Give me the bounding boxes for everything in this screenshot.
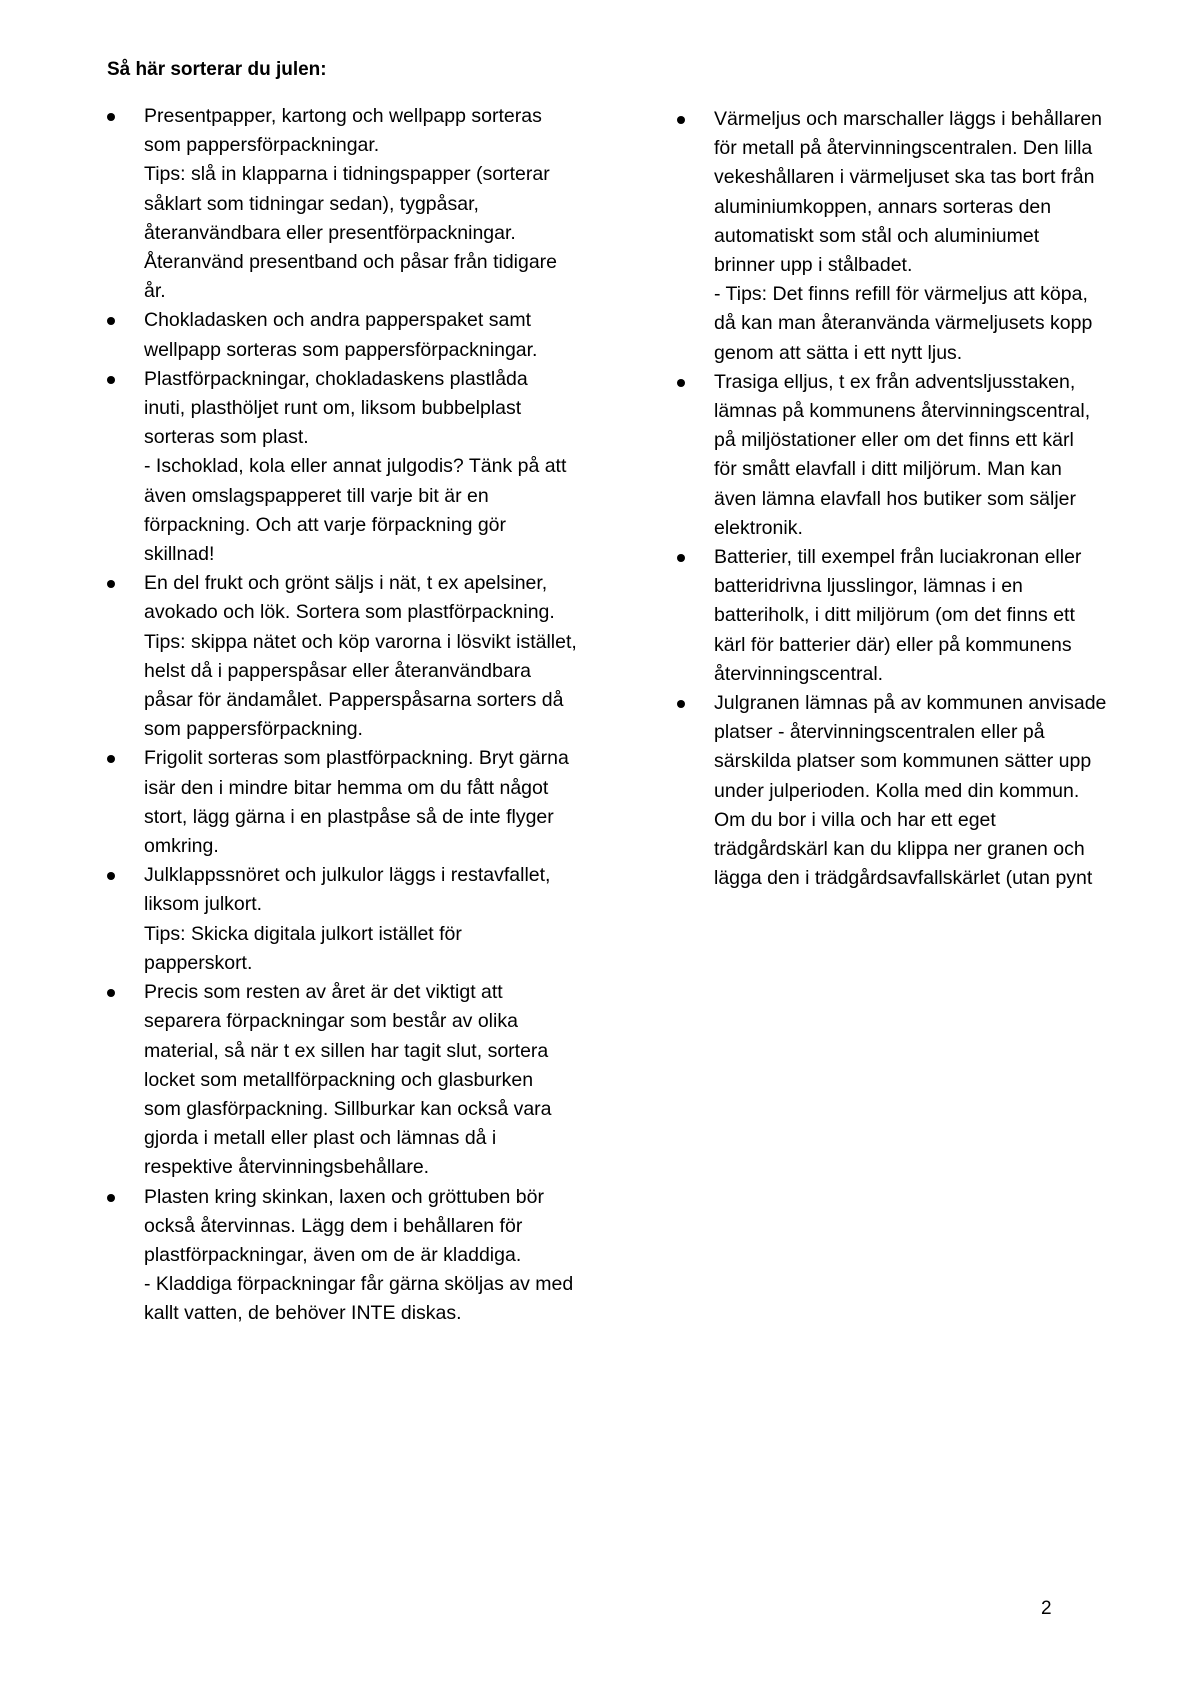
list-item-line: kallt vatten, de behöver INTE diskas. xyxy=(144,1302,462,1325)
list-item-line: isär den i mindre bitar hemma om du fått något xyxy=(144,776,549,799)
list-item-line: stort, lägg gärna i en plastpåse så de inte flyger xyxy=(144,805,554,828)
list-item-line: platser - återvinningscentralen eller på xyxy=(714,721,1045,744)
list-item-line: separera förpackningar som består av olika xyxy=(144,1010,518,1033)
list-item-line: aluminiumkoppen, annars sorteras den xyxy=(714,195,1052,218)
list-item xyxy=(107,861,627,978)
list-item-line: papperskort. xyxy=(144,951,253,974)
bullet-icon xyxy=(107,755,115,763)
list-item-line: respektive återvinningsbehållare. xyxy=(144,1156,430,1179)
page-heading: Så här sorterar du julen: xyxy=(107,59,327,80)
list-item-line: trädgårdskärl kan du klippa ner granen och xyxy=(714,838,1085,861)
list-item-line: brinner upp i stålbadet. xyxy=(714,254,913,277)
list-item xyxy=(107,102,627,306)
bullet-icon xyxy=(107,113,115,121)
list-item-line: år. xyxy=(144,280,166,303)
list-item-line: återvinningscentral. xyxy=(714,662,884,685)
list-item-line: Tips: Skicka digitala julkort istället för xyxy=(144,922,462,945)
list-item-line: gjorda i metall eller plast och lämnas då i xyxy=(144,1127,497,1150)
bullet-icon xyxy=(107,580,115,588)
list-item-line: lägga den i trädgårdsavfallskärlet (utan pynt xyxy=(714,867,1093,890)
bullet-icon xyxy=(107,1194,115,1202)
list-item-line: Presentpapper, kartong och wellpapp sorteras xyxy=(144,105,542,127)
list-item-line: på miljöstationer eller om det finns ett kärl xyxy=(714,429,1074,452)
list-item xyxy=(107,569,627,744)
list-item-line: - Tips: Det finns refill för värmeljus att köpa, xyxy=(714,283,1088,306)
list-item-line: inuti, plasthöljet runt om, liksom bubbelplast xyxy=(144,397,522,420)
list-item xyxy=(677,368,1157,543)
list-item-line: då kan man återanvända värmeljusets kopp xyxy=(714,312,1093,335)
list-item-line: genom att sätta i ett nytt ljus. xyxy=(714,341,963,364)
list-item xyxy=(107,978,627,1182)
right-column-list xyxy=(677,105,1157,893)
list-item-line: för smått elavfall i ditt miljörum. Man kan xyxy=(714,458,1062,481)
list-item-line: Frigolit sorteras som plastförpackning. Bryt gärna xyxy=(144,747,569,770)
list-item-line: Precis som resten av året är det viktigt att xyxy=(144,981,503,1004)
list-item-line: Tips: skippa nätet och köp varorna i lösvikt istället, xyxy=(144,630,577,653)
list-item-line: Om du bor i villa och har ett eget xyxy=(714,808,996,831)
list-item-line: Batterier, till exempel från luciakronan eller xyxy=(714,546,1082,569)
list-item-line: Plasten kring skinkan, laxen och gröttuben bör xyxy=(144,1185,544,1208)
bullet-icon xyxy=(107,376,115,384)
list-item-line: - Kladdiga förpackningar får gärna sköljas av med xyxy=(144,1273,574,1296)
list-item-line: lämnas på kommunens återvinningscentral, xyxy=(714,400,1091,423)
list-item xyxy=(107,306,627,364)
list-item-line: förpackning. Och att varje förpackning gör xyxy=(144,513,507,536)
list-item-line: Återanvänd presentband och påsar från tidigare xyxy=(144,251,558,274)
list-item-line: Tips: slå in klapparna i tidningspapper (sorterar xyxy=(144,163,550,186)
list-item-line: automatiskt som stål och aluminiumet xyxy=(714,224,1040,247)
list-item-line: sorteras som plast. xyxy=(144,426,309,449)
list-item-line: Julklappssnöret och julkulor läggs i restavfallet, xyxy=(144,864,551,887)
bullet-icon xyxy=(677,116,685,124)
list-item xyxy=(107,365,627,569)
list-item-line: särskilda platser som kommunen sätter upp xyxy=(714,750,1092,773)
list-item-line: batteriholk, i ditt miljörum (om det finns ett xyxy=(714,604,1075,627)
list-item-line: Värmeljus och marschaller läggs i behållaren xyxy=(714,108,1103,130)
list-item-line: - Ischoklad, kola eller annat julgodis? Tänk på att xyxy=(144,455,567,478)
list-item-line: vekeshållaren i värmeljuset ska tas bort från xyxy=(714,166,1095,189)
list-item-line: även omslagspapperet till varje bit är en xyxy=(144,484,489,507)
bullet-icon xyxy=(107,317,115,325)
list-item xyxy=(677,543,1157,689)
list-item-line: såklart som tidningar sedan), tygpåsar, xyxy=(144,192,479,215)
list-item-line: också återvinnas. Lägg dem i behållaren för xyxy=(144,1214,523,1237)
list-item-line: Chokladasken och andra papperspaket samt xyxy=(144,309,531,332)
list-item-line: under julperioden. Kolla med din kommun. xyxy=(714,779,1080,802)
list-item xyxy=(107,744,627,861)
list-item-line: som glasförpackning. Sillburkar kan också vara xyxy=(144,1097,552,1120)
list-item-line: kärl för batterier där) eller på kommunens xyxy=(714,633,1072,656)
list-item-line: som pappersförpackning. xyxy=(144,718,363,741)
list-item xyxy=(107,1183,627,1329)
list-item-line: avokado och lök. Sortera som plastförpackning. xyxy=(144,601,555,624)
bullet-icon xyxy=(107,989,115,997)
list-item-line: omkring. xyxy=(144,835,219,858)
list-item-line: plastförpackningar, även om de är kladdiga. xyxy=(144,1243,522,1266)
list-item xyxy=(677,689,1157,893)
page-number: 2 xyxy=(1041,1598,1052,1619)
bullet-icon xyxy=(107,872,115,880)
list-item-line: även lämna elavfall hos butiker som säljer xyxy=(714,487,1077,510)
bullet-icon xyxy=(677,379,685,387)
list-item-line: för metall på återvinningscentralen. Den lilla xyxy=(714,137,1093,160)
list-item-line: batteridrivna ljusslingor, lämnas i en xyxy=(714,575,1023,598)
list-item-line: skillnad! xyxy=(144,543,215,566)
list-item-line: elektronik. xyxy=(714,516,803,539)
left-column-list xyxy=(107,102,627,1329)
list-item-line: material, så när t ex sillen har tagit slut, sortera xyxy=(144,1039,549,1062)
list-item-line: Plastförpackningar, chokladaskens plastlåda xyxy=(144,367,528,390)
list-item-line: locket som metallförpackning och glasburken xyxy=(144,1068,534,1091)
list-item-line: wellpapp sorteras som pappersförpackningar. xyxy=(144,338,538,361)
list-item-line: helst då i papperspåsar eller återanvändbara xyxy=(144,659,532,682)
bullet-icon xyxy=(677,554,685,562)
list-item-line: påsar för ändamålet. Papperspåsarna sorters då xyxy=(144,689,564,712)
bullet-icon xyxy=(677,700,685,708)
list-item-line: Julgranen lämnas på av kommunen anvisade xyxy=(714,692,1107,715)
list-item-line: En del frukt och grönt säljs i nät, t ex apelsiner, xyxy=(144,572,548,595)
list-item-line: Trasiga elljus, t ex från adventsljusstaken, xyxy=(714,370,1076,393)
list-item-line: liksom julkort. xyxy=(144,893,263,916)
list-item-line: som pappersförpackningar. xyxy=(144,134,380,157)
list-item-line: återanvändbara eller presentförpackningar. xyxy=(144,221,516,244)
list-item xyxy=(677,105,1157,368)
